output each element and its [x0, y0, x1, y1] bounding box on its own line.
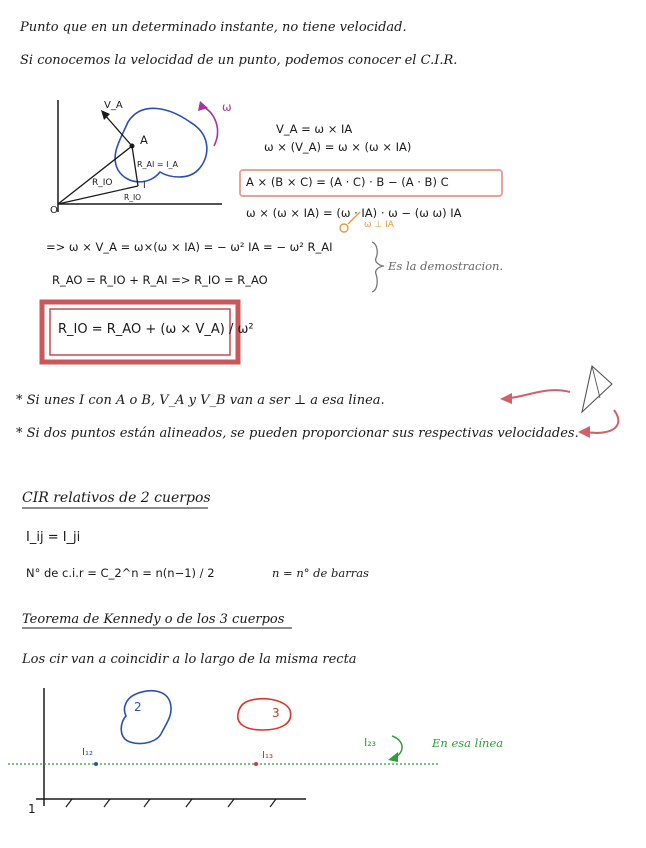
eq-omega-cross-va: ω × (V_A) = ω × (ω × IA) [264, 140, 412, 154]
i12-point [94, 762, 98, 766]
body-3-label: 3 [272, 706, 280, 720]
section2-title: CIR relativos de 2 cuerpos [22, 490, 211, 506]
demo-brace [372, 242, 384, 292]
intro-line-1: Punto que en un determinado instante, no tiene velocidad. [20, 20, 407, 35]
perp-note: ω ⊥ IA [364, 220, 394, 230]
eq-count-cir: N° de c.i.r = C_2^n = n(n−1) / 2 [26, 566, 215, 580]
note-arrow-2 [586, 410, 618, 433]
triangle-median [592, 366, 600, 398]
demo-note: Es la demostracion. [388, 259, 504, 273]
boxed-result: R_IO = R_AO + (ω × V_A) / ω² [58, 322, 254, 337]
eq-triple-product: A × (B × C) = (A · C) · B − (A · B) C [246, 175, 449, 189]
line-note: En esa línea [432, 736, 504, 750]
intro-line-2: Si conocemos la velocidad de un punto, podemos conocer el C.I.R. [20, 53, 458, 68]
omega-arrow [200, 105, 218, 146]
ground-hatch [66, 799, 276, 807]
note-perpendicular: * Si unes I con A o B, V_A y V_B van a ser ⊥ a esa linea. [16, 393, 385, 408]
label-ria: R_AI = I_A [137, 160, 179, 169]
i13-point [254, 762, 258, 766]
body-1-label: 1 [28, 802, 36, 816]
eq-expanded: ω × (ω × IA) = (ω · IA) · ω − (ω ω) IA [246, 206, 462, 220]
n-note: n = n° de barras [272, 566, 369, 580]
body-2-outline [121, 691, 171, 744]
i12-label: I₁₂ [82, 747, 93, 758]
note-aligned: * Si dos puntos están alineados, se pueden proporcionar sus respectivas velocidades. [16, 426, 579, 441]
note-arrow-1 [510, 390, 570, 398]
label-rio-small: R_IO [124, 193, 142, 202]
eq-derivation: => ω × V_A = ω×(ω × IA) = − ω² IA = − ω² R_AI [46, 240, 333, 254]
label-rio: R_IO [92, 178, 113, 188]
zero-mark [340, 224, 348, 232]
note-arrow-1-head [500, 393, 512, 404]
kennedy-statement: Los cir van a coincidir a lo largo de la misma recta [22, 652, 357, 667]
body-2-label: 2 [134, 700, 142, 714]
label-a: A [140, 133, 148, 147]
body-3-outline [238, 699, 291, 730]
label-o: O [50, 205, 58, 216]
i23-label: I₂₃ [364, 736, 377, 749]
i23-arrow-head [388, 752, 398, 762]
i13-label: I₁₃ [262, 750, 273, 761]
eq-position-sum: R_AO = R_IO + R_AI => R_IO = R_AO [52, 273, 268, 287]
triangle-sketch [582, 366, 612, 412]
section3-title: Teorema de Kennedy o de los 3 cuerpos [22, 612, 285, 627]
point-a [130, 144, 135, 149]
note-arrow-2-head [578, 426, 590, 438]
label-va: V_A [104, 100, 123, 111]
eq-iij-iji: I_ij = I_ji [26, 530, 81, 545]
vector-va [104, 114, 132, 146]
label-omega: ω [222, 100, 232, 114]
label-i: I [143, 181, 146, 191]
fig1-body-outline [115, 108, 207, 182]
eq-va: V_A = ω × IA [276, 122, 353, 136]
